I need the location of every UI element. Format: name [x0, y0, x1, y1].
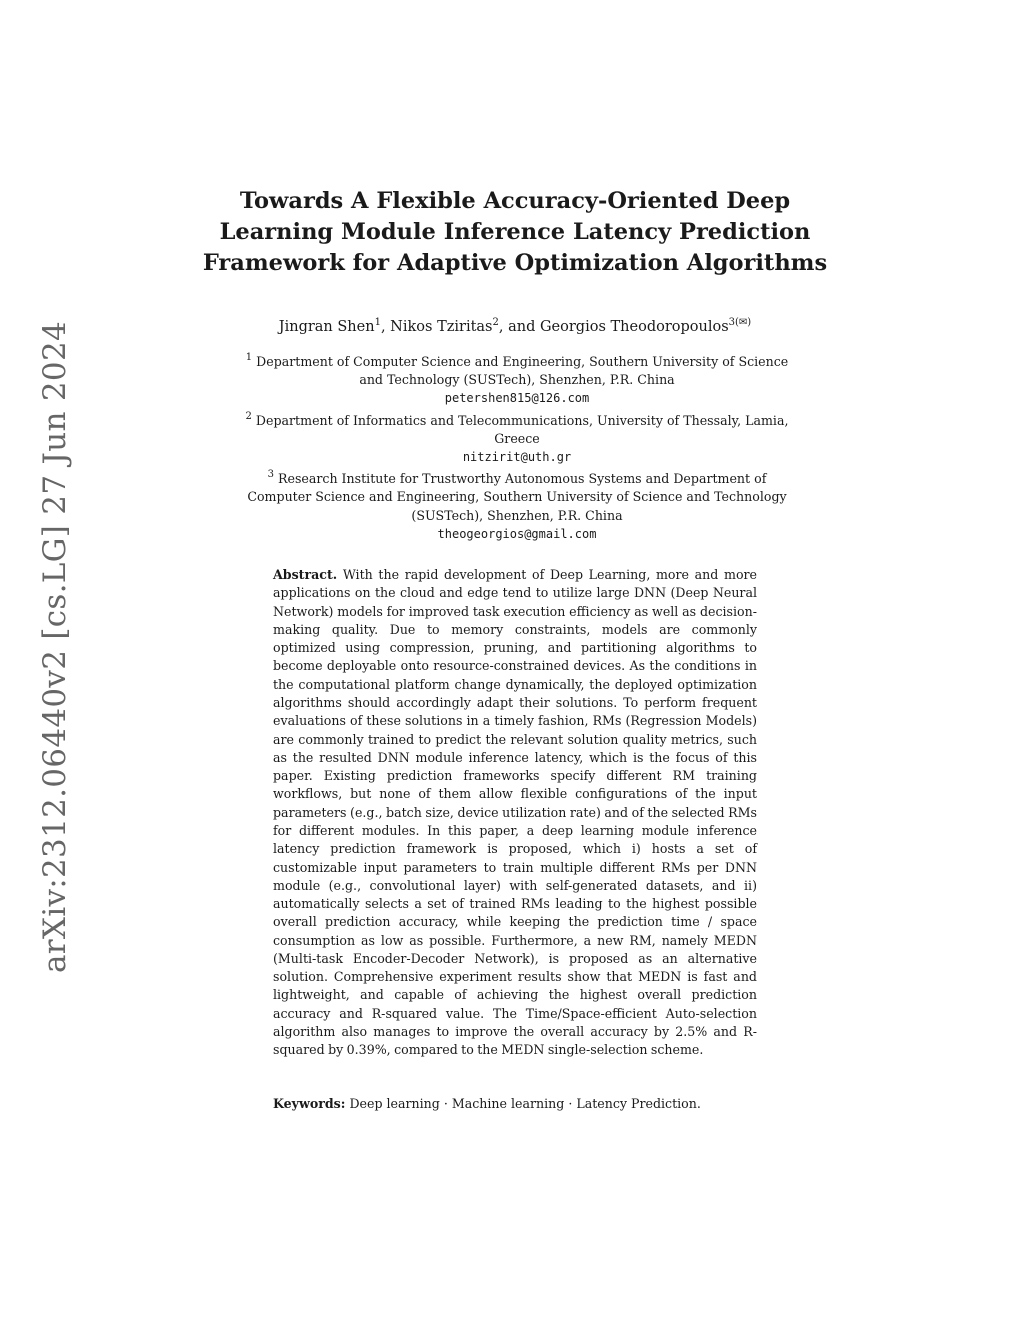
author-affiliation-mark: 3(✉) — [728, 317, 752, 328]
paper-title: Towards A Flexible Accuracy-Oriented Deep Learning Module Inference Latency Prediction Framework for Adaptive Optimization Algorithms — [202, 188, 828, 276]
affiliation-text: and Technology (SUSTech), Shenzhen, P.R. China — [359, 372, 675, 388]
keywords — [273, 1095, 757, 1113]
affiliation-email[interactable]: theogeorgios@gmail.com — [437, 526, 597, 541]
abstract-text: With the rapid development of Deep Learning, more and more applications on the cloud and edge tend to utilize large DNN (Deep Neural Network) models for improved task execution efficiency as well as decision-making quality. Due to memory constraints, models are commonly optimized using compression, pruning, and partitioning algorithms to become deployable onto resource-constrained devices. As the conditions in the computational platform change dynamically, the deployed optimization algorithms should accordingly adapt their solutions. To perform frequent evaluations of these solutions in a timely fashion, RMs (Regression Models) are commonly trained to predict the relevant solution quality metrics, such as the resulted DNN module inference latency, which is the focus of this paper. Existing prediction frameworks specify different RM training workflows, but none of them allow flexible configurations of the input parameters (e.g., batch size, device utilization rate) and of the selected RMs for different modules. In this paper, a deep learning module inference latency prediction framework is proposed, which i) hosts a set of customizable input parameters to train multiple different RMs per DNN module (e.g., convolutional layer) with self-generated datasets, and ii) automatically selects a set of trained RMs leading to the highest possible overall prediction accuracy, while keeping the prediction time / space consumption as low as possible. Furthermore, a new RM, namely MEDN (Multi-task Encoder-Decoder Network), is proposed as an alternative solution. Comprehensive experiment results show that MEDN is fast and lightweight, and capable of achieving the highest overall prediction accuracy and R-squared value. The Time/Space-efficient Auto-selection algorithm also manages to improve the overall accuracy by 2.5% and R-squared by 0.39%, compared to the MEDN single-selection scheme. — [273, 567, 757, 1058]
author-list — [200, 313, 830, 337]
affiliation-text: Department of Informatics and Telecommunications, University of Thessaly, Lamia, — [255, 412, 789, 428]
affiliation-text: (SUSTech), Shenzhen, P.R. China — [411, 507, 623, 523]
author-separator: , — [380, 319, 391, 335]
arxiv-identifier: arXiv:2312.06440v2 [cs.LG] 27 Jun 2024 — [37, 320, 73, 974]
author: Nikos Tziritas — [390, 319, 493, 335]
affiliation-number: 2 — [245, 410, 252, 422]
author-affiliation-mark: 1 — [374, 317, 381, 328]
affiliation-text: Computer Science and Engineering, Southern University of Science and Technology — [247, 489, 787, 505]
author-separator: , and — [498, 319, 540, 335]
author: Jingran Shen — [278, 319, 375, 335]
affiliations — [220, 349, 814, 543]
affiliation-number: 3 — [267, 469, 274, 481]
abstract — [273, 566, 757, 1060]
affiliation-number: 1 — [245, 352, 253, 363]
keywords-label: Keywords: — [273, 1096, 346, 1111]
affiliation-text: Research Institute for Trustworthy Autonomous Systems and Department of — [278, 471, 767, 487]
affiliation-email[interactable]: nitzirit@uth.gr — [462, 450, 572, 465]
keywords-text: Deep learning · Machine learning · Latency Prediction. — [349, 1096, 701, 1111]
abstract-label: Abstract. — [273, 567, 338, 582]
author: Georgios Theodoropoulos — [539, 319, 729, 335]
author-affiliation-mark: 2 — [492, 317, 499, 328]
affiliation-text: Greece — [494, 430, 540, 446]
affiliation-text: Department of Computer Science and Engineering, Southern University of Science — [256, 354, 789, 369]
affiliation-email[interactable]: petershen815@126.com — [444, 391, 590, 406]
